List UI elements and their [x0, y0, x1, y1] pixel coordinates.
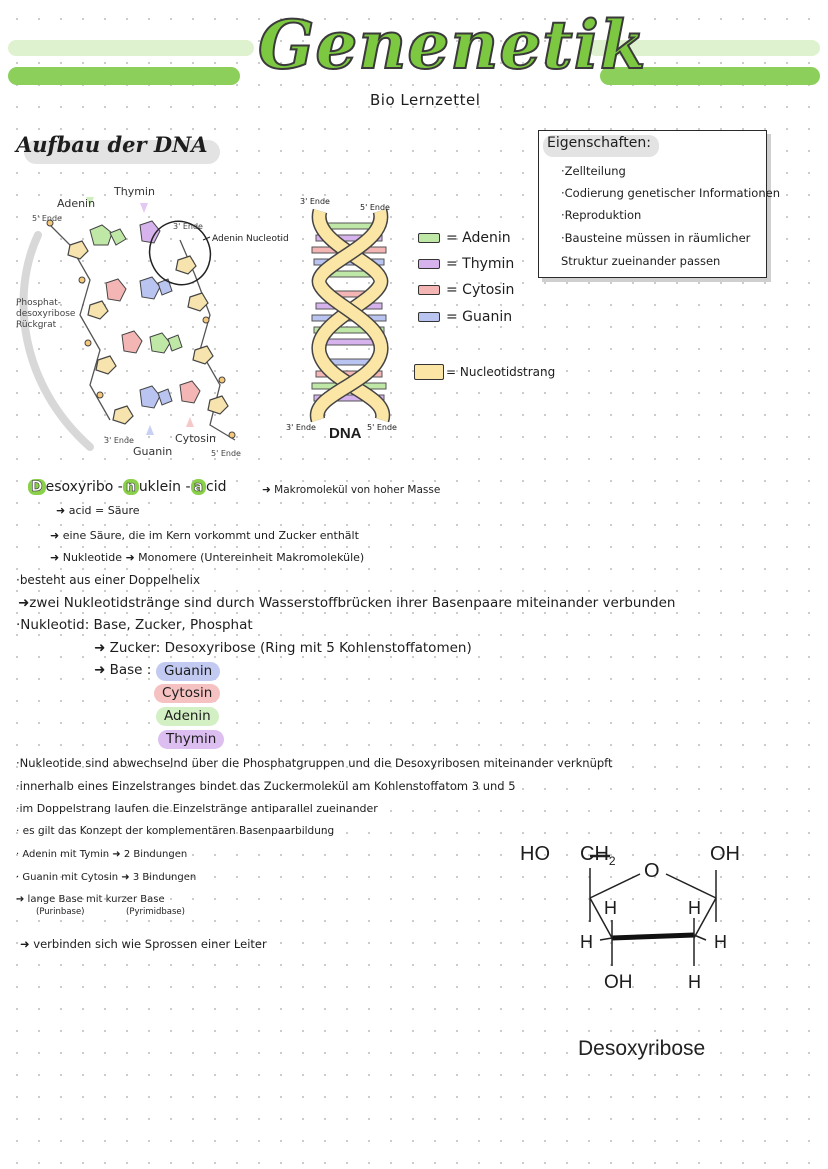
double-helix-diagram	[300, 205, 415, 430]
note-doppelhelix: ·besteht aus einer Doppelhelix	[16, 573, 201, 587]
note-saeure: ➜ eine Säure, die im Kern vorkommt und Zucker enthält	[50, 529, 359, 542]
base-cytosin: Cytosin	[154, 684, 220, 703]
base-adenin: Adenin	[156, 707, 219, 726]
struct-sub-2: 2	[608, 854, 616, 868]
note-zucker: ➜ Zucker: Desoxyribose (Ring mit 5 Kohlenstoffatomen)	[94, 640, 472, 656]
struct-ring-o: O	[644, 860, 660, 882]
fact-antiparallel: ·im Doppelstrang laufen die Einzelstränge antiparallel zueinander	[16, 802, 378, 815]
struct-ho: HO	[520, 843, 550, 865]
dna-name-esoxyribo: esoxyribo -	[45, 479, 123, 495]
label-3-ende-top: 3' Ende	[173, 222, 203, 231]
struct-h3: H	[580, 932, 593, 952]
struct-h5: H	[688, 972, 701, 992]
helix-5-ende-top: 5' Ende	[360, 203, 390, 212]
legend-adenin-swatch	[418, 233, 440, 243]
page-subtitle: Bio Lernzettel	[370, 91, 481, 109]
struct-oh-bottom: OH	[604, 972, 633, 993]
property-item: ·Reproduktion	[561, 208, 642, 222]
fact-basenpaarbildung: · es gilt das Konzept der komplementären Basenpaarbildung	[16, 825, 335, 837]
header-bar-left-light	[8, 40, 254, 56]
property-item: Struktur zueinander passen	[561, 254, 721, 268]
legend-thymin-swatch	[418, 259, 440, 269]
legend-thymin	[418, 254, 514, 274]
pairing-purinbase: (Purinbase)	[36, 907, 85, 917]
note-acid: ➜ acid = Säure	[56, 504, 140, 517]
helix-3-ende-top: 3' Ende	[300, 197, 330, 206]
legend-cytosin-label: = Cytosin	[446, 282, 515, 298]
header-bar-left	[8, 67, 240, 85]
label-thymin: Thymin	[114, 185, 155, 198]
letter-d: D	[28, 479, 46, 495]
properties-title: Eigenschaften:	[547, 135, 651, 151]
base-guanin: Guanin	[156, 662, 220, 681]
legend-adenin-label: = Adenin	[446, 230, 511, 246]
helix-dna-label: DNA	[329, 425, 362, 442]
struct-ch2	[580, 843, 616, 868]
struct-h1: H	[604, 898, 617, 918]
letter-n: n	[123, 479, 139, 495]
fact-guanin-cytosin: · Guanin mit Cytosin ➜ 3 Bindungen	[16, 872, 197, 883]
section-heading: Aufbau der DNA	[16, 132, 208, 157]
pairing-main: ➜ lange Base mit kurzer Base	[16, 894, 165, 905]
note-nukleotid: ·Nukleotid: Base, Zucker, Phosphat	[16, 617, 253, 633]
label-adenin-nucleotid: Adenin Nucleotid	[212, 234, 289, 244]
property-item: ·Codierung genetischer Informationen	[561, 186, 780, 200]
label-5-ende-bottom: 5' Ende	[211, 449, 241, 458]
fact-adenin-tymin: · Adenin mit Tymin ➜ 2 Bindungen	[16, 849, 188, 860]
dna-full-name	[28, 479, 227, 495]
legend-cytosin-swatch	[418, 285, 440, 295]
label-5-ende-top: 5' Ende	[32, 214, 62, 223]
struct-h4: H	[714, 932, 727, 952]
dna-name-uklein: uklein -	[138, 479, 191, 495]
legend-cytosin	[418, 280, 514, 300]
letter-a: a	[191, 479, 206, 495]
dna-name-cid: cid	[206, 479, 227, 495]
legend-nucleotidstrang-swatch	[414, 364, 444, 380]
base-thymin: Thymin	[158, 730, 224, 749]
helix-3-ende-bottom: 3' Ende	[286, 423, 316, 432]
legend-guanin-swatch	[418, 312, 440, 322]
property-item: ·Zellteilung	[561, 164, 626, 178]
struct-h2: H	[688, 898, 701, 918]
pairing-ladder: ➜ verbinden sich wie Sprossen einer Leiter	[20, 937, 267, 951]
legend-nucleotidstrang	[414, 362, 555, 382]
pairing-pyrimidbase: (Pyrimidbase)	[126, 907, 185, 917]
label-guanin: Guanin	[133, 445, 173, 458]
note-straenge: ➜zwei Nukleotidstränge sind durch Wasserstoffbrücken ihrer Basenpaare miteinander verbunden	[18, 595, 676, 611]
legend-adenin	[418, 228, 511, 248]
note-makromolekuel: ➜ Makromolekül von hoher Masse	[262, 484, 441, 496]
note-base-prefix: ➜ Base :	[94, 662, 152, 678]
legend-nucleotidstrang-label: = Nucleotidstrang	[446, 365, 556, 379]
page-title: Genenetik	[258, 6, 647, 84]
note-nukleotide: ➜ Nukleotide ➜ Monomere (Untereinheit Makromoleküle)	[50, 551, 365, 564]
fact-verknuepft: ·Nukleotide sind abwechselnd über die Phosphatgruppen und die Desoxyribosen miteinander verknüpft	[16, 756, 613, 770]
helix-5-ende-bottom: 5' Ende	[367, 423, 397, 432]
label-3-ende-bottom: 3' Ende	[104, 436, 134, 445]
label-cytosin: Cytosin	[175, 432, 216, 445]
fact-einzelstrang: ·innerhalb eines Einzelstranges bindet das Zuckermolekül am Kohlenstoffatom 3 und 5	[16, 779, 516, 793]
label-backbone: Phosphat- desoxyribose Rückgrat	[16, 298, 76, 330]
struct-oh-right: OH	[710, 843, 740, 865]
label-adenin: Adenin	[57, 197, 96, 210]
properties-box	[538, 130, 780, 278]
struct-caption: Desoxyribose	[578, 1037, 706, 1060]
legend-thymin-label: = Thymin	[446, 256, 515, 272]
struct-ch: CH	[580, 843, 609, 865]
property-item: ·Bausteine müssen in räumlicher	[561, 231, 751, 245]
legend-guanin	[418, 307, 512, 327]
legend-guanin-label: = Guanin	[446, 309, 513, 325]
